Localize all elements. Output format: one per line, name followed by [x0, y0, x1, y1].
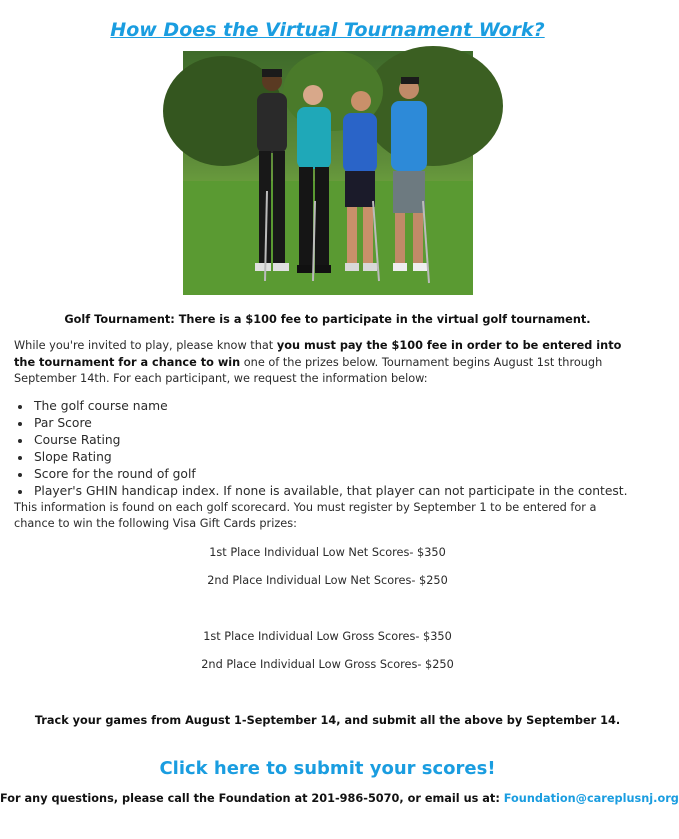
track-note: Track your games from August 1-September 14, and submit all the above by September 14.	[34, 713, 621, 727]
prize-net-2: 2nd Place Individual Low Net Scores- $250	[207, 573, 448, 587]
list-item: • Player's GHIN handicap index. If none is available, that player can not participate in the contest.	[32, 483, 655, 500]
list-item: • Score for the round of golf	[32, 466, 655, 483]
intro-text-1: While you're invited to play, please know that	[14, 339, 277, 352]
intro-paragraph	[14, 338, 631, 388]
submit-scores-link-wrap	[0, 757, 655, 781]
list-item: • Slope Rating	[32, 449, 655, 466]
intro-text-2: one of the prizes below. Tournament begins August 1st through September 14th. For each participant, we request the information below:	[14, 355, 603, 385]
requirements-list	[0, 398, 655, 500]
email-link[interactable]: Foundation@careplusnj.org	[503, 791, 679, 805]
page-title: How Does the Virtual Tournament Work?	[110, 19, 545, 41]
list-item: • Par Score	[32, 415, 655, 432]
fee-heading: Golf Tournament: There is a $100 fee to participate in the virtual golf tournament.	[64, 313, 591, 326]
intro-bold-text: you must pay the $100 fee in order to be entered into the tournament for a chance to win	[14, 339, 622, 369]
golfers-photo	[183, 51, 473, 295]
list-item: • The golf course name	[32, 398, 655, 415]
contact-text: For any questions, please call the Foundation at 201-986-5070, or email us at:	[0, 791, 504, 805]
prize-gross-2: 2nd Place Individual Low Gross Scores- $250	[201, 657, 454, 671]
contact-line	[0, 791, 679, 807]
info-paragraph: This information is found on each golf scorecard. You must register by September 1 to be entered for a chance to win the following Visa Gift Cards prizes:	[14, 500, 597, 530]
prize-gross-1: 1st Place Individual Low Gross Scores- $350	[203, 629, 452, 643]
prize-net-1: 1st Place Individual Low Net Scores- $350	[209, 545, 446, 559]
list-item: • Course Rating	[32, 432, 655, 449]
submit-scores-link[interactable]: Click here to submit your scores!	[159, 757, 496, 779]
